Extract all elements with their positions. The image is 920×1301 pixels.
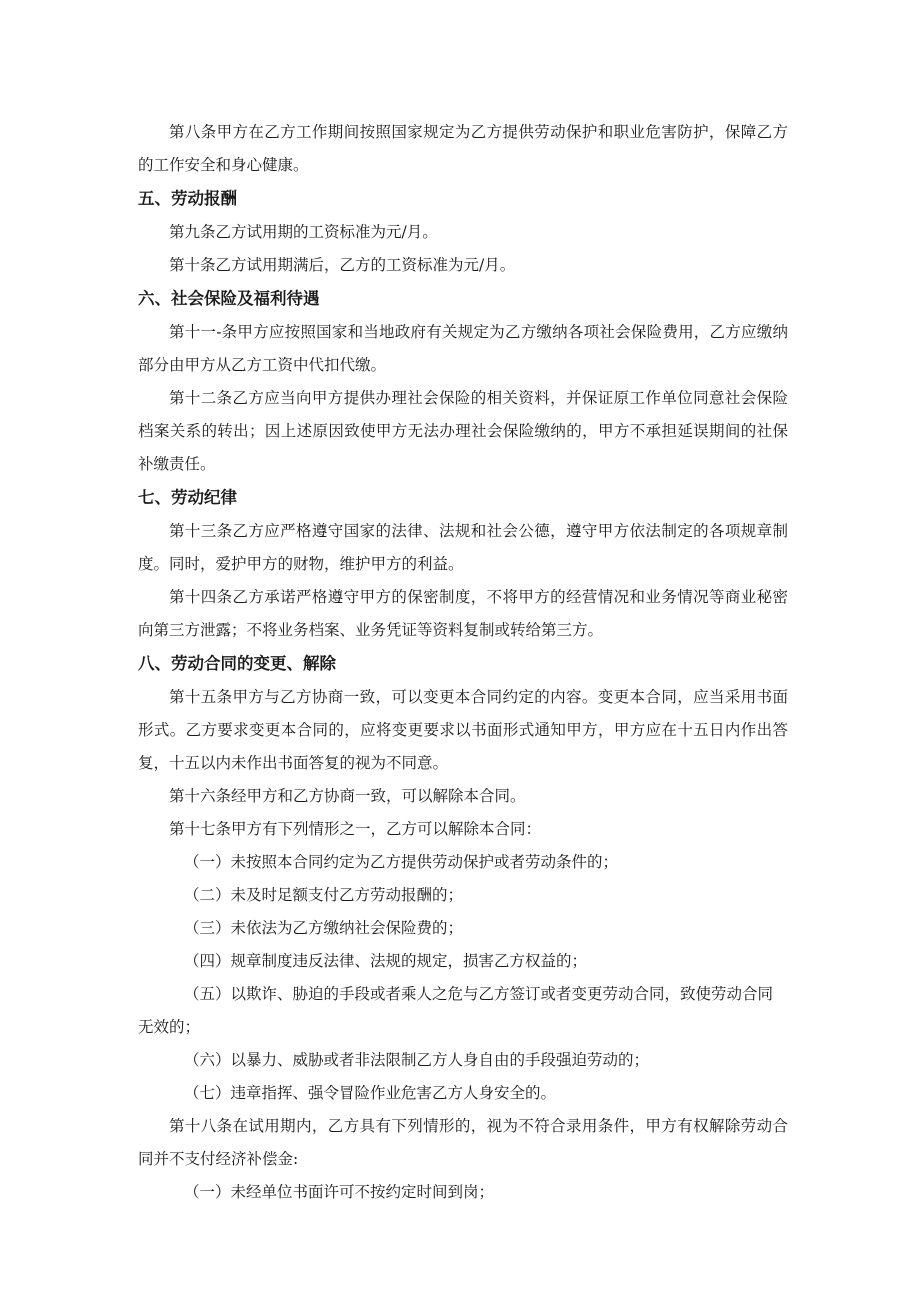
article-16: 第十六条经甲方和乙方协商一致，可以解除本合同。 xyxy=(169,787,526,805)
section-heading-social-insurance: 六、社会保险及福利待遇 xyxy=(138,289,320,308)
article-10: 第十条乙方试用期满后，乙方的工资标准为元/月。 xyxy=(169,256,516,274)
list-item: （一）未按照本合同约定为乙方提供劳动保护或者劳动条件的； xyxy=(184,853,619,871)
section-heading-compensation: 五、劳动报酬 xyxy=(138,189,237,208)
article-13: 第十三条乙方应严格遵守国家的法律、法规和社会公德，遵守甲方依法制定的各项规章制度。同时，爱护甲方的财物，维护甲方的利益。 xyxy=(138,522,788,573)
article-9: 第九条乙方试用期的工资标准为元/月。 xyxy=(169,223,438,241)
article-8: 第八条甲方在乙方工作期间按照国家规定为乙方提供劳动保护和职业危害防护，保障乙方的工作安全和身心健康。 xyxy=(138,123,788,174)
list-item: （一）未经单位书面许可不按约定时间到岗； xyxy=(184,1183,495,1201)
list-item: （三）未依法为乙方缴纳社会保险费的； xyxy=(184,919,464,937)
article-18: 第十八条在试用期内，乙方具有下列情形的，视为不符合录用条件，甲方有权解除劳动合同并不支付经济补偿金: xyxy=(138,1117,788,1168)
article-15: 第十五条甲方与乙方协商一致，可以变更本合同约定的内容。变更本合同，应当采用书面形式。乙方要求变更本合同的，应将变更要求以书面形式通知甲方，甲方应在十五日内作出答复，十五以内未作出书面答复的视为不同意。 xyxy=(138,688,788,772)
list-item: （六）以暴力、威胁或者非法限制乙方人身自由的手段强迫劳动的； xyxy=(184,1051,650,1069)
article-12: 第十二条乙方应当向甲方提供办理社会保险的相关资料，并保证原工作单位同意社会保险档案关系的转出；因上述原因致使甲方无法办理社会保险缴纳的，甲方不承担延误期间的社保补缴责任。 xyxy=(138,389,788,473)
list-item: （七）违章指挥、强令冒险作业危害乙方人身安全的。 xyxy=(184,1084,557,1102)
article-11: 第十一-条甲方应按照国家和当地政府有关规定为乙方缴纳各项社会保险费用，乙方应缴纳部分由甲方从乙方工资中代扣代缴。 xyxy=(138,323,788,374)
section-heading-contract-change: 八、劳动合同的变更、解除 xyxy=(138,654,336,673)
section-heading-discipline: 七、劳动纪律 xyxy=(138,488,237,507)
article-14: 第十四条乙方承诺严格遵守甲方的保密制度，不将甲方的经营情况和业务情况等商业秘密向第三方泄露；不将业务档案、业务凭证等资料复制或转给第三方。 xyxy=(138,588,788,639)
article-17: 第十七条甲方有下列情形之一，乙方可以解除本合同： xyxy=(169,820,542,838)
document-page xyxy=(138,116,788,1209)
list-item: （五）以欺诈、胁迫的手段或者乘人之危与乙方签订或者变更劳动合同，致使劳动合同无效的； xyxy=(138,985,774,1036)
list-item: （四）规章制度违反法律、法规的规定，损害乙方权益的； xyxy=(184,952,588,970)
list-item: （二）未及时足额支付乙方劳动报酬的； xyxy=(184,886,464,904)
